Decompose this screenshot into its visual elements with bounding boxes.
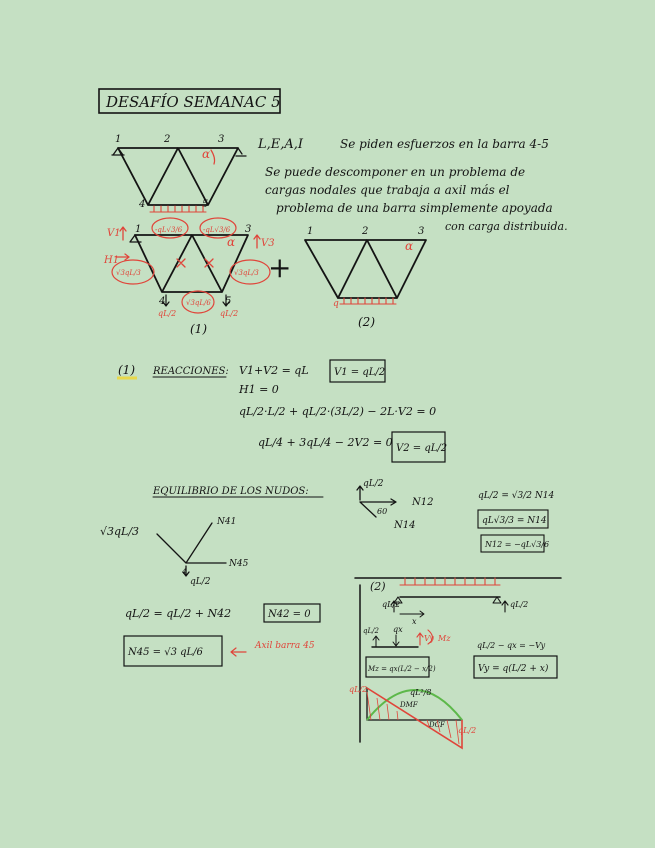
problem2-label: (2): [358, 315, 375, 329]
p2-node-3: 3: [418, 226, 425, 237]
p2-load-q: q: [333, 299, 339, 309]
eq-e4: qL/2 = qL/2 + N42: [125, 607, 232, 620]
node4-load: qL/2: [190, 577, 211, 587]
p2-x: x: [412, 617, 417, 626]
plus-sign: +: [268, 251, 292, 284]
page-title: DESAFÍO SEMANAC 5: [106, 93, 281, 111]
eq-e4-result: N42 = 0: [268, 609, 311, 620]
p2-diagram-left: qL/2: [349, 685, 368, 694]
node-5: 5: [202, 199, 209, 210]
p2-node-1: 1: [307, 226, 314, 237]
p2-distributed-load: [400, 578, 500, 585]
p2-moment-peak: qL²/8: [410, 688, 432, 697]
p2-shear-eq1: qL/2 − qx = −Vy: [477, 641, 546, 650]
reaction-V1: V1: [107, 228, 121, 239]
p2-right-reaction: qL/2: [510, 600, 529, 609]
reactions-eq1: V1+V2 = qL: [239, 364, 309, 377]
p2-dmf: DMF: [400, 701, 418, 709]
p2-left-reaction: qL/2: [382, 600, 401, 609]
node4-left-value: √3qL/3: [100, 525, 140, 538]
p2-cut-M: Mz: [438, 634, 451, 643]
problem2-section: [349, 578, 561, 748]
truss-original: [112, 134, 246, 212]
p2-shear-eq2: Vy = q(L/2 + x): [478, 664, 549, 674]
node1-N14: N14: [394, 520, 416, 531]
p2-angle: α: [405, 239, 414, 253]
node1-N12: N12: [412, 497, 434, 508]
node-3: 3: [218, 134, 225, 145]
node-1: 1: [115, 134, 122, 145]
force-side-right: √3qL/3: [234, 269, 259, 277]
reaction-H1: H1: [104, 255, 120, 266]
node-load-5: qL/2: [220, 309, 239, 318]
reactions-eq2: H1 = 0: [239, 383, 279, 396]
node4-N45: N45: [229, 559, 249, 569]
reaction-V3: V3: [261, 238, 275, 249]
statement: [257, 137, 568, 233]
p1-node-5: 5: [225, 296, 232, 307]
reactions-number: (1): [118, 363, 135, 377]
node-4: 4: [139, 199, 146, 210]
node-2: 2: [164, 134, 171, 145]
node4-label: 4: [182, 568, 187, 576]
node1-force: qL/2: [363, 479, 384, 489]
reactions-label: REACCIONES:: [153, 366, 229, 377]
eq-e2: qL√3/3 = N14: [482, 516, 547, 526]
nodes-heading: EQUILIBRIO DE LOS NUDOS:: [153, 486, 309, 497]
p1-node-3: 3: [245, 224, 252, 235]
nodes-section: [100, 479, 554, 666]
title-block: [99, 89, 281, 113]
p2-diagrams: [349, 685, 476, 748]
p2-moment-eq: Mz = qx(L/2 − x/2): [368, 665, 436, 673]
p2-cut-left: qL/2: [363, 627, 379, 635]
angle-alpha: α: [202, 147, 211, 161]
force-side-left: √3qL/3: [116, 269, 141, 277]
reactions-section: [117, 360, 447, 462]
p1-node-1: 1: [135, 224, 142, 235]
p2-heading: (2): [370, 580, 386, 593]
truss-problem1: [103, 218, 275, 336]
p2-cut-V: Vy: [424, 634, 434, 643]
force-top-left: -qL√3/6: [155, 226, 183, 234]
truss-problem2: [305, 226, 426, 329]
node4-N41: N41: [217, 517, 237, 527]
force-bottom: √3qL/6: [186, 299, 211, 307]
eq-e5: N45 = √3 qL/6: [128, 647, 203, 658]
reactions-eq1-result: V1 = qL/2: [334, 367, 386, 378]
problem1-label: (1): [190, 322, 207, 336]
reactions-eq3: qL/2·L/2 + qL/2·(3L/2) − 2L·V2 = 0: [239, 405, 437, 418]
node-load-4: qL/2: [158, 309, 177, 318]
p1-node-4: 4: [159, 296, 166, 307]
statement-props: L,E,A,I: [258, 137, 304, 152]
reactions-eq4-result: V2 = qL/2: [396, 443, 448, 454]
statement-line1: Se puede descomponer en un problema de: [265, 165, 526, 179]
reactions-eq4: qL/4 + 3qL/4 − 2V2 = 0: [258, 436, 393, 449]
p2-dcf: DCF: [429, 721, 445, 729]
eq-e1: qL/2 = √3/2 N14: [478, 491, 555, 501]
force-top-right: -qL√3/6: [203, 226, 231, 234]
statement-line4: con carga distribuida.: [445, 220, 568, 233]
distributed-load-top: [150, 206, 206, 212]
p2-cut-q: qx: [393, 625, 403, 634]
eq-e3: N12 = −qL√3/6: [485, 540, 550, 549]
statement-line2: cargas nodales que trabaja a axil más el: [265, 183, 510, 197]
node1-angle: 60: [377, 507, 388, 516]
p2-node-2: 2: [362, 226, 369, 237]
axil-note: Axil barra 45: [255, 641, 315, 651]
statement-line3: problema de una barra simplemente apoyada: [276, 201, 553, 215]
p2-diagram-right: qL/2: [458, 726, 477, 735]
statement-ask: Se piden esfuerzos en la barra 4-5: [340, 137, 549, 151]
p1-angle: α: [227, 235, 236, 249]
